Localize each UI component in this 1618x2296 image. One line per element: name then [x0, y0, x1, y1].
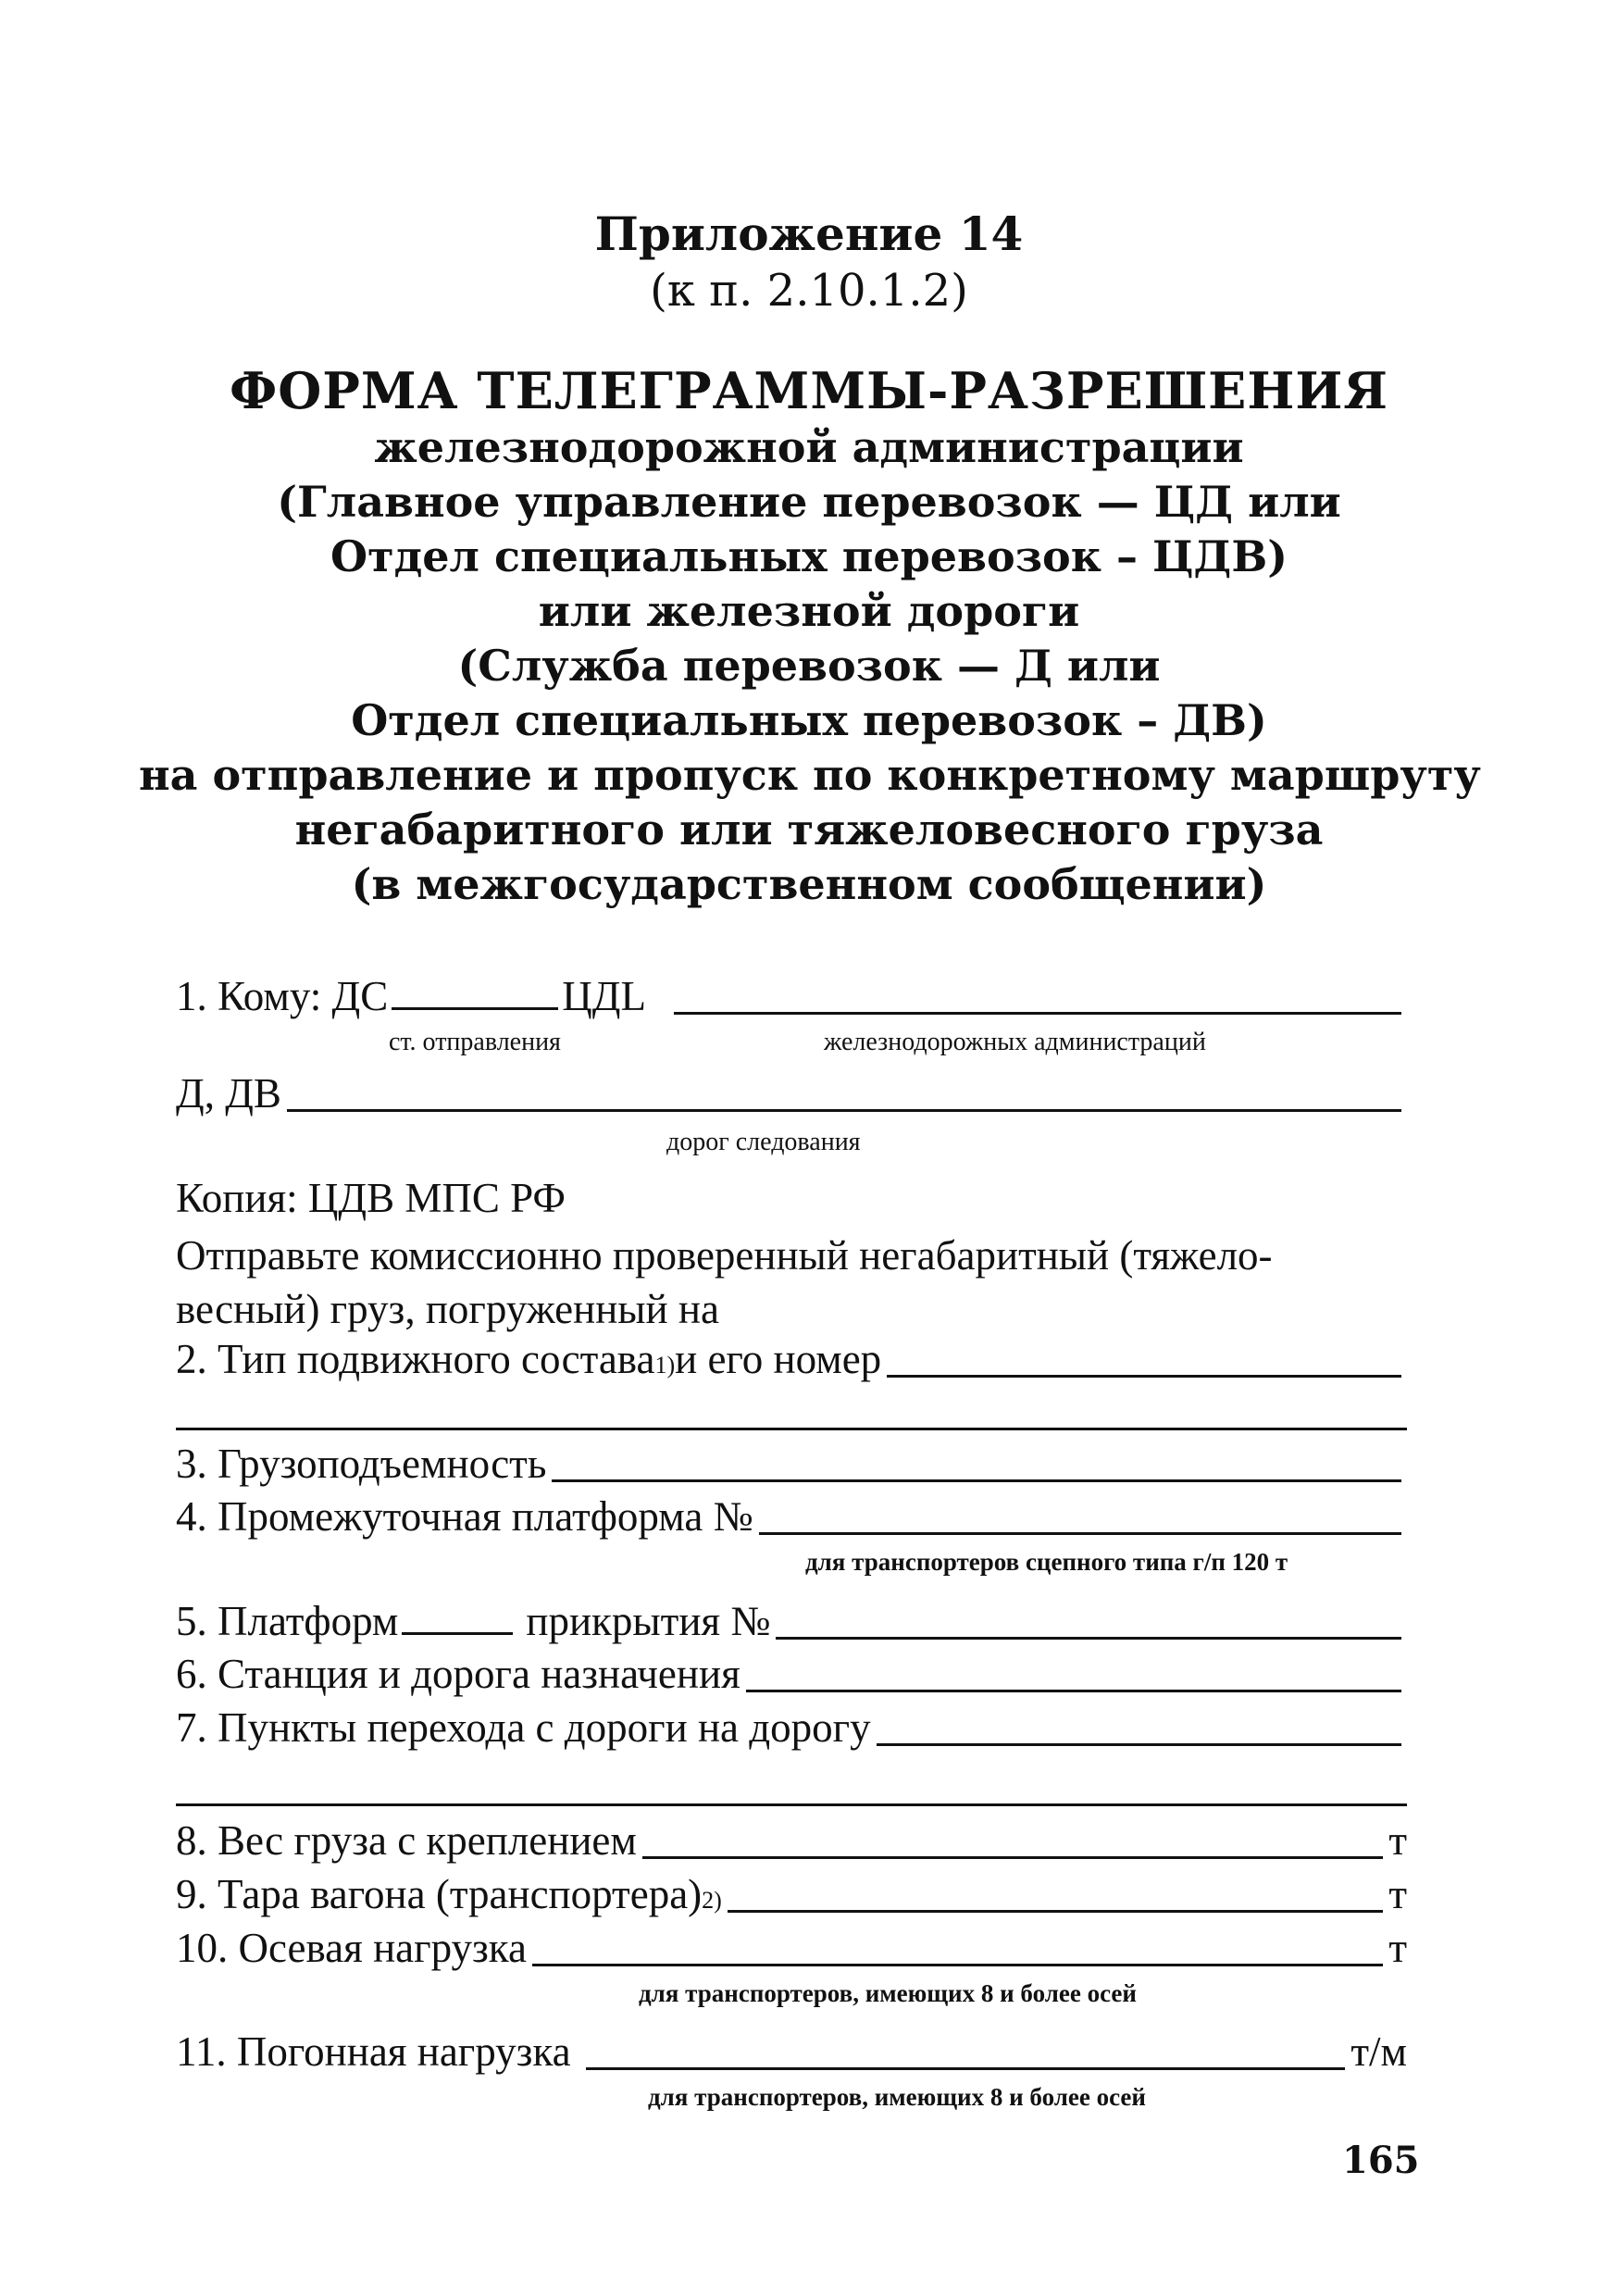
item-11-label: 11. Погонная нагрузка: [176, 2028, 571, 2075]
item-1-caption-admin: железнодорожных администраций: [824, 1028, 1206, 1056]
d-dv-row: [176, 1069, 1407, 1121]
item-1-station-field[interactable]: [392, 978, 558, 1010]
item-7-row: [176, 1703, 1407, 1755]
title-line-10: (в межгосударственном сообщении): [351, 859, 1267, 909]
item-10-unit: т: [1388, 1925, 1407, 1971]
item-10-field[interactable]: [532, 1934, 1383, 1966]
item-10-label: 10. Осевая нагрузка: [176, 1925, 527, 1971]
item-3-field[interactable]: [552, 1450, 1401, 1482]
item-2-row: [176, 1335, 1407, 1387]
item-11-field[interactable]: [586, 2038, 1346, 2070]
title-line-4: Отдел специальных перевозок – ЦДВ): [330, 531, 1288, 581]
item-6-row: [176, 1650, 1407, 1702]
item-5-label: 5. Платформ: [176, 1598, 399, 1644]
item-11-caption: для транспортеров, имеющих 8 и более осей: [648, 2083, 1146, 2111]
title-line-6: (Служба перевозок — Д или: [457, 641, 1161, 691]
title-line-8: на отправление и пропуск по конкретному маршруту: [139, 750, 1481, 800]
item-7-continuation-field[interactable]: [176, 1803, 1407, 1806]
item-7-label: 7. Пункты перехода с дороги на дорогу: [176, 1704, 871, 1751]
item-4-field[interactable]: [759, 1503, 1401, 1535]
item-1-caption-station: ст. отправления: [389, 1028, 561, 1056]
item-2-field[interactable]: [887, 1345, 1401, 1378]
title-line-7: Отдел специальных перевозок – ДВ): [351, 695, 1267, 745]
item-4-label: 4. Промежуточная платформа №: [176, 1493, 753, 1540]
copy-line: Копия: ЦДВ МПС РФ: [176, 1175, 566, 1221]
instruction-line-1: Отправьте комиссионно проверенный негабаритный (тяжело-: [176, 1232, 1273, 1279]
item-5-cover-label: прикрытия №: [526, 1598, 771, 1644]
title-line-3: (Главное управление перевозок — ЦД или: [277, 477, 1341, 527]
item-8-field[interactable]: [642, 1827, 1383, 1859]
item-1-row: [176, 972, 1407, 1024]
item-5-cover-field[interactable]: [776, 1607, 1401, 1640]
item-2-footnote-mark: 1): [654, 1352, 676, 1379]
title-line-2: железнодорожной администрации: [374, 422, 1244, 472]
item-8-label: 8. Вес груза с креплением: [176, 1817, 637, 1864]
title-line-5: или железной дороги: [538, 586, 1080, 636]
item-6-field[interactable]: [746, 1660, 1401, 1692]
item-6-label: 6. Станция и дорога назначения: [176, 1651, 741, 1697]
item-8-row: [176, 1816, 1407, 1868]
item-7-field[interactable]: [877, 1714, 1401, 1746]
instruction-line-2: весный) груз, погруженный на: [176, 1286, 719, 1332]
item-8-unit: т: [1388, 1817, 1407, 1864]
item-4-caption: для транспортеров сцепного типа г/п 120 т: [805, 1548, 1288, 1576]
item-11-row: [176, 2028, 1407, 2079]
item-2-continuation-field[interactable]: [176, 1428, 1407, 1430]
item-9-label: 9. Тара вагона (транспортера): [176, 1871, 703, 1917]
item-2-label: 2. Тип подвижного состава: [176, 1336, 655, 1382]
appendix-reference: (к п. 2.10.1.2): [650, 265, 968, 317]
appendix-heading: Приложение 14: [594, 206, 1024, 261]
item-11-unit: т/м: [1350, 2028, 1407, 2075]
item-10-row: [176, 1924, 1407, 1976]
item-9-footnote-mark: 2): [702, 1887, 722, 1914]
item-9-unit: т: [1388, 1871, 1407, 1917]
title-line-9: негабаритного или тяжеловесного груза: [294, 805, 1324, 855]
item-9-row: [176, 1870, 1407, 1922]
d-dv-label: Д, ДВ: [176, 1070, 281, 1117]
item-9-field[interactable]: [728, 1880, 1384, 1913]
item-5-platform-count-field[interactable]: [402, 1603, 513, 1635]
page-number: 165: [1342, 2139, 1420, 2182]
item-1-admin-field[interactable]: [674, 982, 1401, 1015]
item-1-label: 1. Кому: ДС: [176, 973, 389, 1019]
item-10-caption: для транспортеров, имеющих 8 и более осей: [639, 1979, 1137, 2007]
d-dv-field[interactable]: [287, 1079, 1401, 1112]
item-2-label-tail: и его номер: [675, 1336, 882, 1382]
item-3-row: [176, 1440, 1407, 1491]
d-dv-caption: дорог следования: [666, 1128, 861, 1156]
item-5-row: [176, 1597, 1407, 1649]
item-3-label: 3. Грузоподъемность: [176, 1441, 547, 1487]
item-4-row: [176, 1492, 1407, 1544]
item-1-cdl-label: ЦДL: [562, 973, 646, 1019]
title-line-1: ФОРМА ТЕЛЕГРАММЫ-РАЗРЕШЕНИЯ: [230, 361, 1388, 420]
